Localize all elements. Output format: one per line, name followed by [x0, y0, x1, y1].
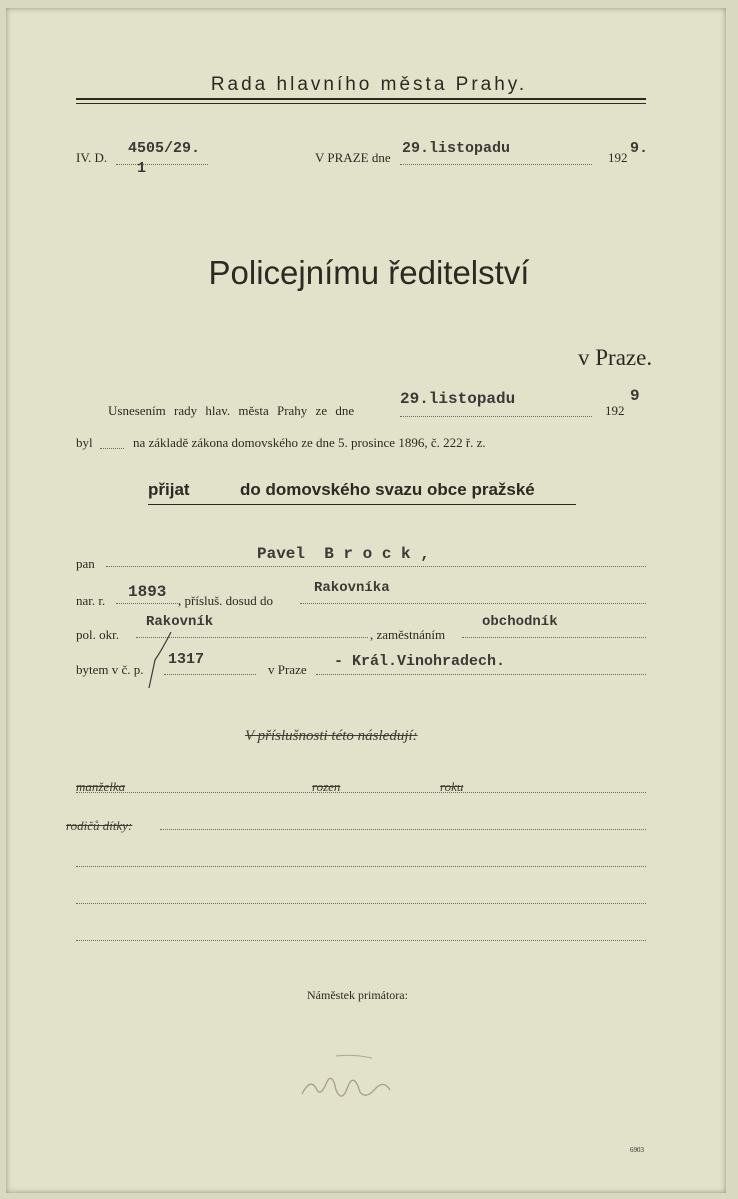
pen-stroke-mark — [145, 630, 175, 690]
blank-line-3 — [76, 940, 646, 941]
prague-value: - Král.Vinohradech. — [334, 653, 506, 670]
ref-sub: 1 — [137, 160, 147, 177]
belong-label: , přísluš. dosud do — [178, 593, 273, 608]
struck-children: rodičů dítky: — [66, 818, 133, 833]
born-year: 1893 — [128, 583, 167, 601]
born-label: nar. r. — [76, 593, 106, 608]
job-value: obchodník — [482, 614, 558, 630]
job-label: , zaměstnáním — [370, 627, 446, 642]
resolution-dotline — [400, 416, 592, 417]
residence-label: bytem v č. p. — [76, 662, 144, 677]
accepted-rest: do domovského svazu obce pražské — [240, 480, 535, 499]
signature-label: Náměstek primátora: — [307, 988, 408, 1002]
addressee-line1: Policejnímu ředitelství — [208, 254, 530, 291]
header-rule-bottom — [76, 103, 646, 104]
resolution-year-digit: 9 — [630, 387, 640, 405]
name-dotline — [106, 566, 646, 567]
year-digit: 9. — [630, 140, 649, 157]
job-dotline — [462, 637, 646, 638]
struck-wife: manželka — [76, 779, 126, 794]
council-title: Rada hlavního města Prahy. — [210, 74, 528, 95]
prague-dotline — [316, 674, 646, 675]
resolution-year-prefix: 192 — [605, 403, 625, 418]
prague-label: v Praze — [268, 662, 307, 677]
date-dotline — [400, 164, 592, 165]
belong-dotline — [300, 603, 646, 604]
struck-line2-dotline — [76, 792, 646, 793]
print-code: 6903 — [630, 1146, 644, 1154]
place-date-label: V PRAZE dne — [315, 150, 391, 165]
district-label: pol. okr. — [76, 627, 119, 642]
accepted-underline — [148, 504, 576, 505]
accepted-word: přijat — [148, 480, 190, 499]
year-prefix: 192 — [608, 150, 628, 165]
belong-place: Rakovníka — [314, 580, 390, 596]
signature-mark — [296, 1048, 396, 1108]
ref-dotline — [116, 164, 208, 165]
person-name: Pavel B r o c k , — [257, 545, 430, 563]
byl-label: byl — [76, 435, 93, 450]
residence-dotline — [164, 674, 256, 675]
document-page — [6, 8, 726, 1193]
struck-year: roku — [440, 779, 464, 794]
addressee-line2: v Praze. — [578, 345, 653, 370]
header-rule-top — [76, 98, 646, 100]
blank-line-2 — [76, 903, 646, 904]
struck-line3-dotline — [160, 829, 646, 830]
ref-label: IV. D. — [76, 150, 108, 165]
struck-born: rozen — [312, 779, 341, 794]
blank-line-1 — [76, 866, 646, 867]
resolution-text: Usnesením rady hlav. města Prahy ze dne — [108, 403, 355, 418]
pan-label: pan — [76, 556, 95, 571]
law-text: na základě zákona domovského ze dne 5. prosince 1896, č. 222 ř. z. — [133, 435, 486, 450]
ref-number: 4505/29. — [128, 140, 201, 157]
resolution-date: 29.listopadu — [400, 390, 516, 408]
born-dotline — [116, 603, 180, 604]
date-typed: 29.listopadu — [402, 140, 511, 157]
district-value: Rakovník — [146, 614, 214, 630]
residence-number: 1317 — [168, 651, 205, 668]
struck-line1: V příslušnosti této následují: — [245, 728, 418, 744]
byl-dotline — [100, 448, 124, 449]
